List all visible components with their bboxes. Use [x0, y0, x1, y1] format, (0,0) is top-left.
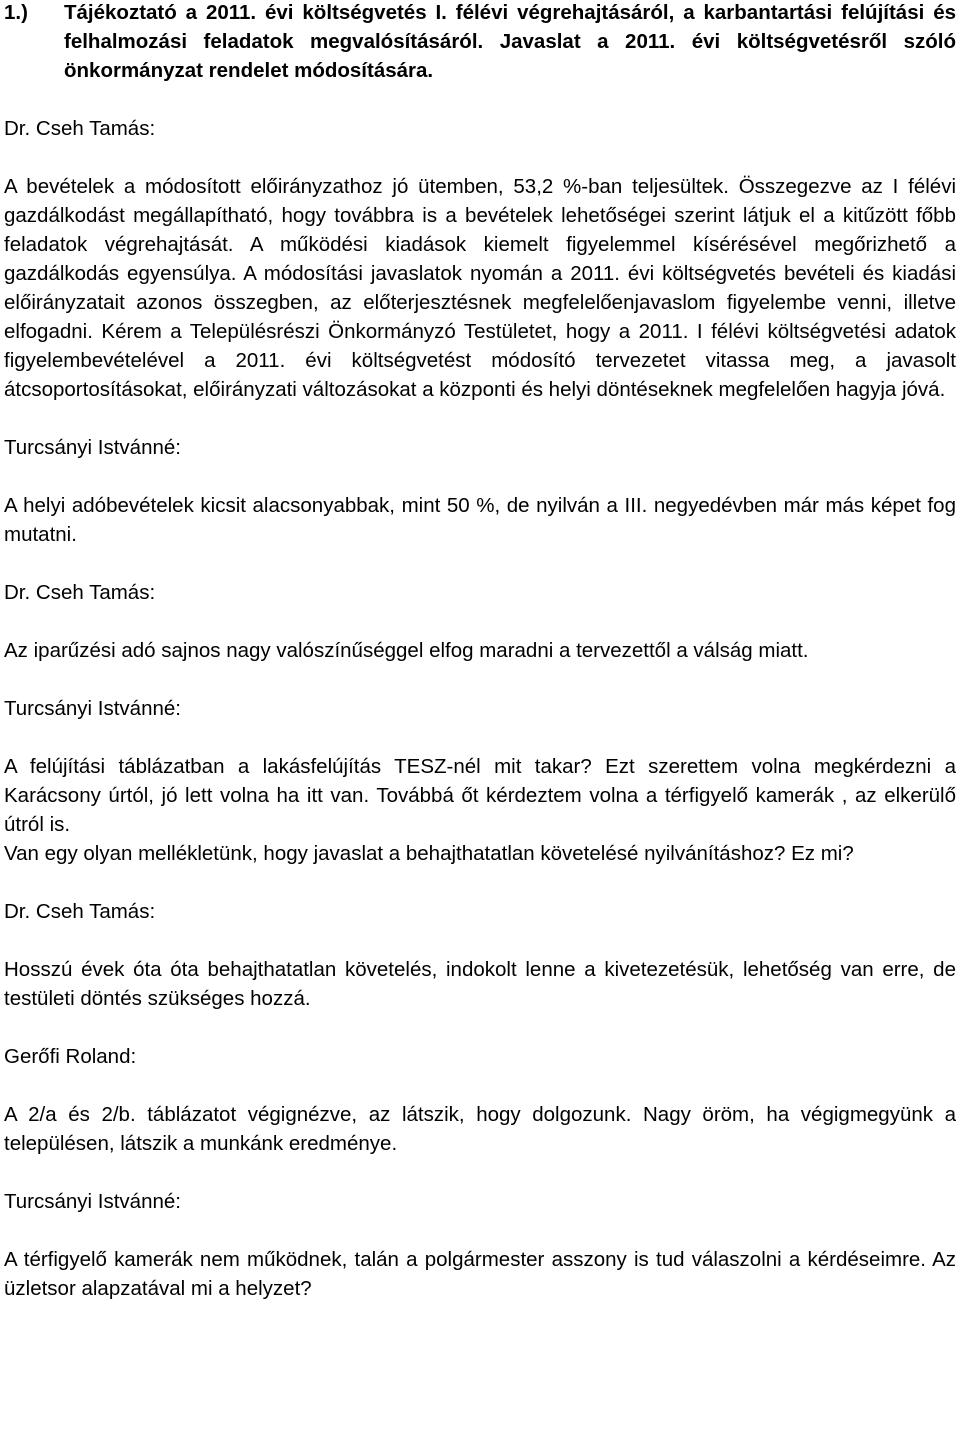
- speaker-name: Turcsányi Istvánné:: [4, 697, 181, 720]
- speech-paragraph: A helyi adóbevételek kicsit alacsonyabbak, mint 50 %, de nyilván a III. negyedévben már más képet fog mutatni.: [4, 494, 956, 546]
- speech-block: [4, 114, 956, 404]
- speaker-name: Gerőfi Roland:: [4, 1045, 137, 1068]
- speech-block: [4, 433, 956, 549]
- speech-paragraph: Az iparűzési adó sajnos nagy valószínűséggel elfog maradni a tervezettől a válság miatt.: [4, 639, 809, 662]
- agenda-heading: [4, 0, 956, 85]
- agenda-title: Tájékoztató a 2011. évi költségvetés I. félévi végrehajtásáról, a karbantartási felújítási és felhalmozási feladatok megvalósításáról. Javaslat a 2011. évi költségvetésről szóló önkormányzat rendelet módosítására.: [64, 1, 956, 82]
- speech-block: [4, 1187, 956, 1303]
- speaker-name: Turcsányi Istvánné:: [4, 1190, 181, 1213]
- speech-paragraph: A bevételek a módosított előirányzathoz jó ütemben, 53,2 %-ban teljesültek. Összegezve az I félévi gazdálkodást megállapítható, hogy továbbra is a bevételek lehetőségei szerint látjuk el a kitűzött főbb feladatok végrehajtását. A működési kiadások kiemelt figyelemmel kísérésével megőrizhető a gazdálkodás egyensúlya. A módosítási javaslatok nyomán a 2011. évi költségvetés bevételi és kiadási előirányzatait azonos összegben, az előterjesztésnek megfelelőenjavaslom figyelembe venni, illetve elfogadni. Kérem a Településrészi Önkormányzó Testületet, hogy a 2011. I félévi költségvetési adatok figyelembevételével a 2011. évi költségvetést módosító tervezetet vitassa meg, a javasolt átcsoportosításokat, előirányzati változásokat a központi és helyi döntéseknek megfelelően hagyja jóvá.: [4, 175, 956, 401]
- speech-block: [4, 578, 956, 665]
- speech-block: [4, 1042, 956, 1158]
- speech-paragraph: A felújítási táblázatban a lakásfelújítás TESZ-nél mit takar? Ezt szerettem volna megkérdezni a Karácsony úrtól, jó lett volna ha itt van. Továbbá őt kérdeztem volna a térfigyelő kamerák , az elkerülő útról is.: [4, 755, 956, 836]
- speaker-name: Turcsányi Istvánné:: [4, 436, 181, 459]
- speaker-name: Dr. Cseh Tamás:: [4, 117, 156, 140]
- speech-paragraph: Hosszú évek óta óta behajthatatlan követelés, indokolt lenne a kivetezetésük, lehetőség van erre, de testületi döntés szükséges hozzá.: [4, 958, 956, 1010]
- speech-paragraph: Van egy olyan mellékletünk, hogy javaslat a behajthatatlan követelésé nyilvánításhoz? Ez mi?: [4, 842, 854, 865]
- agenda-number: 1.): [4, 1, 28, 24]
- speech-block: [4, 897, 956, 1013]
- speech-block: [4, 694, 956, 868]
- speech-paragraph: A térfigyelő kamerák nem működnek, talán a polgármester asszony is tud válaszolni a kérdéseimre. Az üzletsor alapzatával mi a helyzet?: [4, 1248, 956, 1300]
- speaker-name: Dr. Cseh Tamás:: [4, 581, 156, 604]
- speech-paragraph: A 2/a és 2/b. táblázatot végignézve, az látszik, hogy dolgozunk. Nagy öröm, ha végigmegyünk a településen, látszik a munkánk eredménye.: [4, 1103, 956, 1155]
- speaker-name: Dr. Cseh Tamás:: [4, 900, 156, 923]
